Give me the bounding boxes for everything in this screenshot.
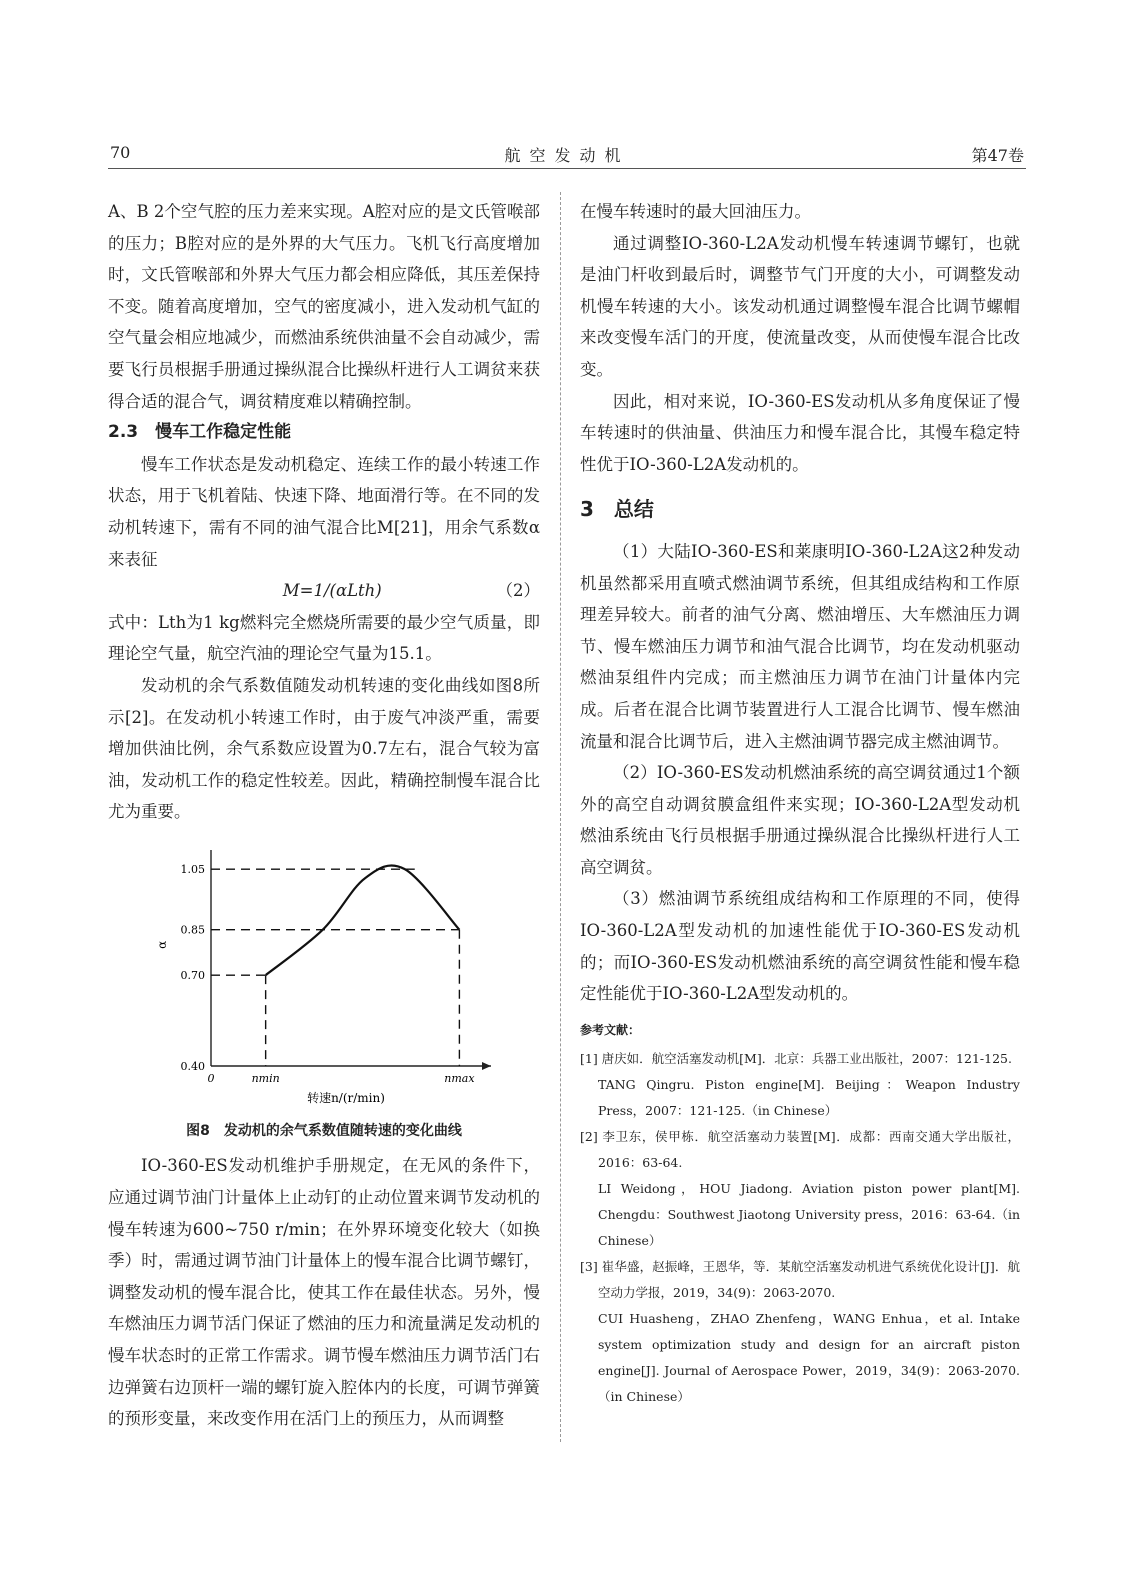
page-number: 70 — [110, 143, 131, 162]
paragraph: 式中：Lth为1 kg燃料完全燃烧所需要的最少空气质量，即理论空气量，航空汽油的理论空气量为15.1。 — [108, 612, 540, 664]
x-tick-label: nmax — [444, 1071, 475, 1085]
paragraph: IO-360-ES发动机维护手册规定，在无风的条件下，应通过调节油门计量体上止动钉的止动位置来调节发动机的慢车转速为600~750 r/min；在外界环境变化较大（如换季）时，需通过调节油门计量体上的慢车混合比调节螺钉，调整发动机的慢车混合比，使其工作在最佳状态。另外，慢车燃油压力调节活门保证了燃油的压力和流量满足发动机的慢车状态时的正常工作需求。调节慢车燃油压力调节活门右边弹簧右边顶杆一端的螺钉旋入腔体内的长度，可调节弹簧的预形变量，来改变作用在活门上的预压力，从而调整 — [108, 1156, 540, 1429]
paragraph: 发动机的余气系数值随发动机转速的变化曲线如图8所示[2]。在发动机小转速工作时，由于废气冲淡严重，需要增加供油比例，余气系数应设置为0.7左右，混合气较为富油，发动机工作的稳定性较差。因此，精确控制慢车混合比尤为重要。 — [108, 675, 540, 822]
y-tick-label: 0.70 — [180, 969, 205, 983]
reference-1-en: TANG Qingru. Piston engine[M]. Beijing：Weapon Industry Press，2007：121-125.（in Chinese） — [598, 1076, 1020, 1118]
paragraph: 因此，相对来说，IO-360-ES发动机从多角度保证了慢车转速时的供油量、供油压力和慢车混合比，其慢车稳定特性优于IO-360-L2A发动机的。 — [580, 391, 1020, 474]
section-heading-2-3: 2.3 慢车工作稳定性能 — [108, 422, 292, 443]
header-rule — [108, 168, 1026, 169]
reference-2-en: LI Weidong，HOU Jiadong. Aviation piston power plant[M]. Chengdu：Southwest Jiaotong University press，2016：63-64.（in Chinese） — [598, 1180, 1020, 1248]
equation-body: M=1/(αLth) — [282, 581, 382, 601]
conclusion-2: （2）IO-360-ES发动机燃油系统的高空调贫通过1个额外的高空自动调贫膜盒组件来实现；IO-360-L2A型发动机燃油系统由飞行员根据手册通过操纵混合比操纵杆进行人工高空调贫。 — [580, 763, 1020, 877]
journal-title: 航空发动机 — [504, 146, 630, 165]
conclusion-3: （3）燃油调节系统组成结构和工作原理的不同，使得IO-360-L2A型发动机的加速性能优于IO-360-ES发动机的；而IO-360-ES发动机燃油系统的高空调贫性能和慢车稳定性能优于IO-360-L2A型发动机的。 — [580, 889, 1020, 1004]
reference-list — [580, 1046, 1020, 1410]
x-axis-arrow — [482, 1062, 491, 1070]
reference-3-cn: [3] 崔华盛，赵振峰，王恩华，等．某航空活塞发动机进气系统优化设计[J]．航空动力学报，2019，34(9)：2063-2070. — [580, 1258, 1020, 1300]
right-column — [580, 196, 1020, 1410]
references-title: 参考文献： — [580, 1022, 641, 1037]
figure-8 — [108, 838, 540, 1145]
x-tick-label: nmin — [251, 1071, 280, 1085]
y-tick-label: 0.40 — [180, 1059, 205, 1073]
y-axis-label: α — [155, 940, 169, 949]
y-tick-label: 0.85 — [180, 923, 205, 937]
paragraph: 通过调整IO-360-L2A发动机慢车转速调节螺钉，也就是油门杆收到最后时，调整节气门开度的大小，可调整发动机慢车转速的大小。该发动机通过调整慢车混合比调节螺帽来改变慢车活门的开度，使流量改变，从而使慢车混合比改变。 — [580, 233, 1020, 379]
volume-label: 第47卷 — [971, 146, 1024, 165]
paragraph: 在慢车转速时的最大回油压力。 — [580, 202, 811, 221]
equation-2 — [108, 575, 540, 607]
alpha-curve — [266, 865, 460, 975]
paragraph: 慢车工作状态是发动机稳定、连续工作的最小转速工作状态，用于飞机着陆、快速下降、地面滑行等。在不同的发动机转速下，需有不同的油气混合比M[21]，用余气系数α来表征 — [108, 454, 540, 569]
paragraph: A、B 2个空气腔的压力差来实现。A腔对应的是文氏管喉部的压力；B腔对应的是外界的大气压力。飞机飞行高度增加时，文氏管喉部和外界大气压力都会相应降低，其压差保持不变。随着高度增加，空气的密度减小，进入发动机气缸的空气量会相应地减少，而燃油系统供油量不会自动减少，需要飞行员根据手册通过操纵混合比操纵杆进行人工调贫来获得合适的混合气，调贫精度难以精确控制。 — [108, 202, 540, 411]
conclusion-1: （1）大陆IO-360-ES和莱康明IO-360-L2A这2种发动机虽然都采用直喷式燃油调节系统，但其组成结构和工作原理差异较大。前者的油气分离、燃油增压、大车燃油压力调节、慢车燃油压力调节和油气混合比调节，均在发动机驱动燃油泵组件内完成；而主燃油压力调节在油门计量体内完成。后者在混合比调节装置进行人工混合比调节、慢车燃油流量和混合比调节后，进入主燃油调节器完成主燃油调节。 — [580, 541, 1020, 751]
x-tick-label: 0 — [207, 1071, 215, 1085]
section-heading-3: 3 总结 — [580, 497, 654, 522]
column-divider — [560, 192, 561, 1442]
figure-caption: 图8 发动机的余气系数值随转速的变化曲线 — [186, 1123, 462, 1140]
y-tick-label: 1.05 — [180, 863, 205, 877]
x-axis-label: 转速n/(r/min) — [307, 1090, 385, 1105]
left-column — [108, 196, 540, 1435]
reference-1-cn: [1] 唐庆如．航空活塞发动机[M]．北京：兵器工业出版社，2007：121-125. — [580, 1050, 1012, 1066]
equation-number: （2） — [496, 581, 540, 601]
alpha-vs-speed-chart — [108, 838, 540, 1108]
reference-2-cn: [2] 李卫东，侯甲栋．航空活塞动力装置[M]．成都：西南交通大学出版社，2016：63-64. — [580, 1128, 1020, 1170]
reference-3-en: CUI Huasheng，ZHAO Zhenfeng，WANG Enhua，et al. Intake system optimization study and design for an aircraft piston engine[J]. Journal of Aerospace Power，2019，34(9)：2063-2070.（in Chinese） — [598, 1310, 1020, 1404]
